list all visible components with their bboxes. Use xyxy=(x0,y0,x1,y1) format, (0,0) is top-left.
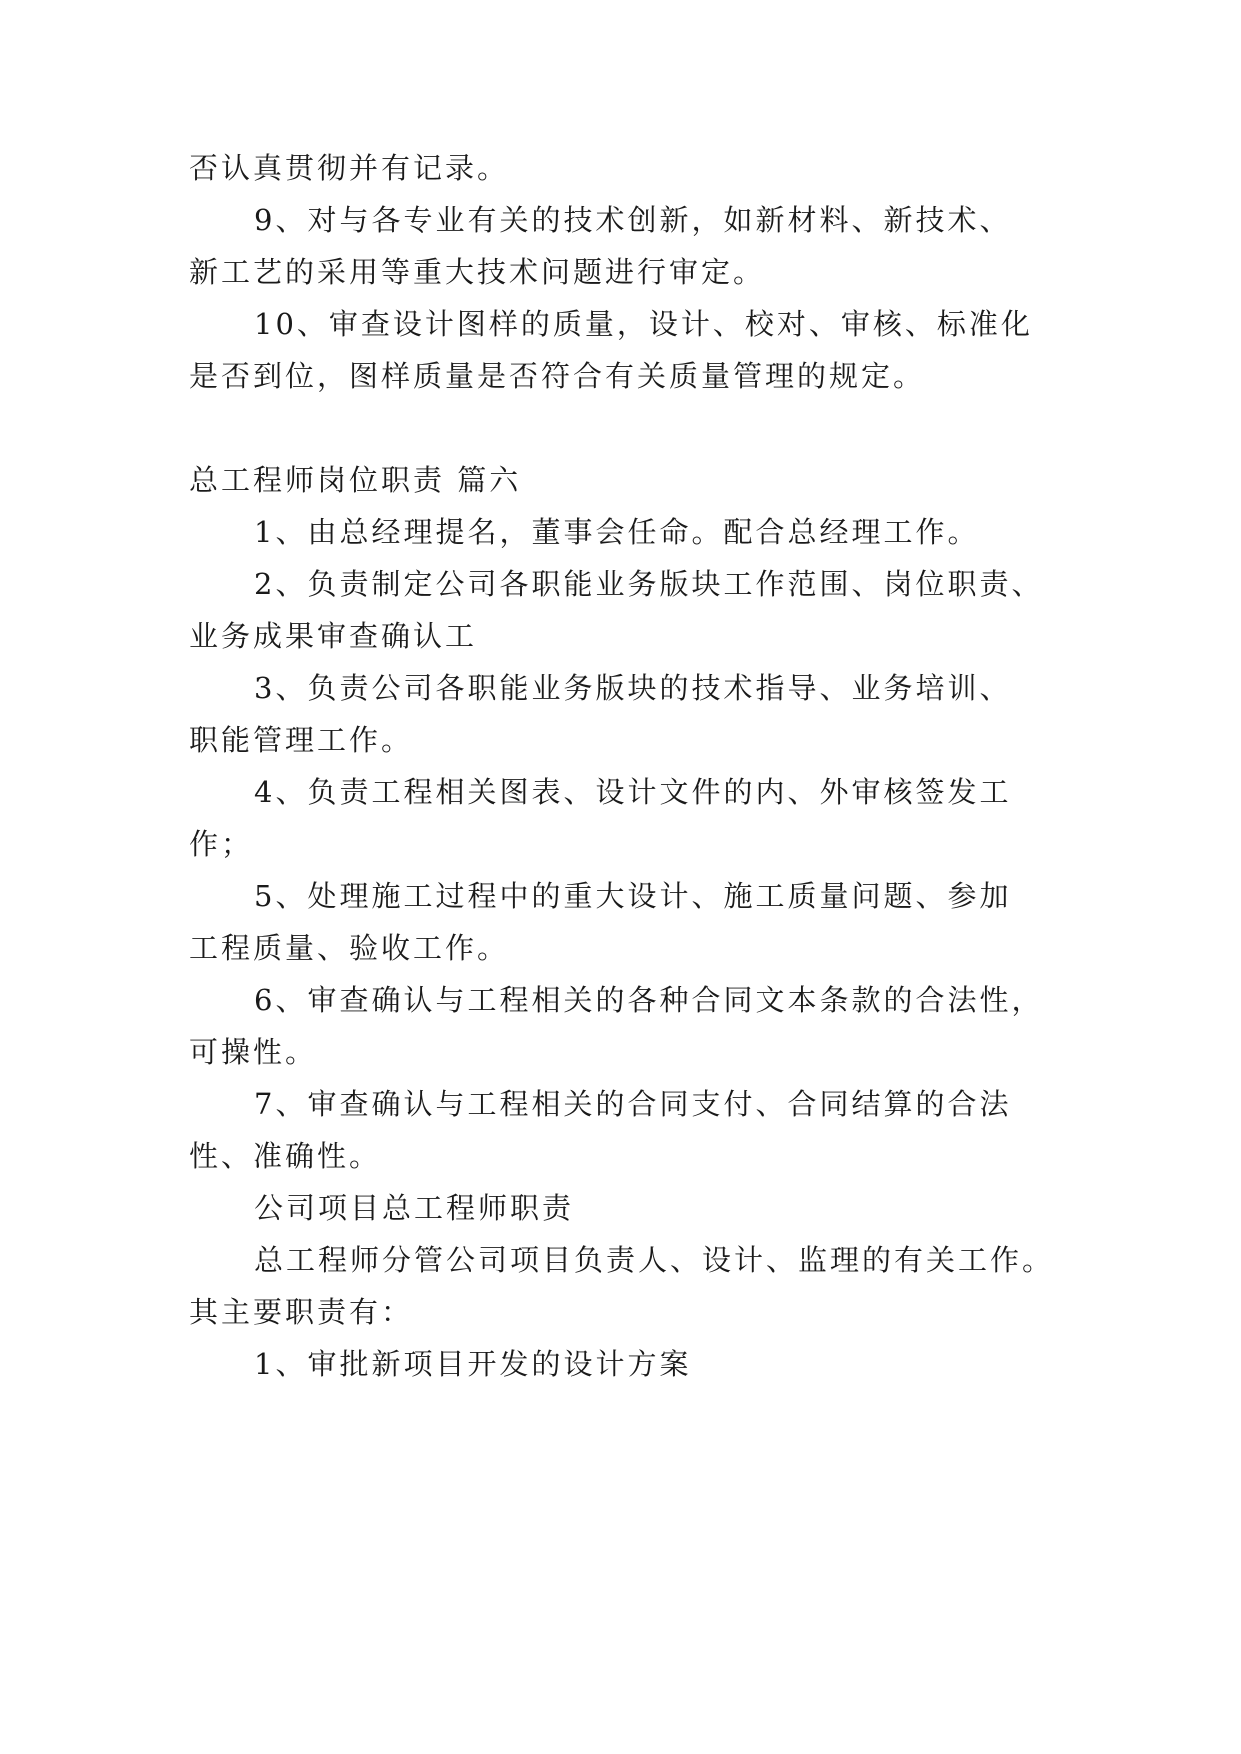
paragraph-line: 总工程师分管公司项目负责人、设计、监理的有关工作。 xyxy=(254,1243,1055,1277)
paragraph-line: 业务成果审查确认工 xyxy=(189,619,478,653)
paragraph-line: 新工艺的采用等重大技术问题进行审定。 xyxy=(189,255,766,289)
paragraph-line: 工程质量、验收工作。 xyxy=(189,931,510,965)
paragraph-line: 10、审查设计图样的质量，设计、校对、审核、标准化 xyxy=(254,307,1033,341)
paragraph-line: 是否到位，图样质量是否符合有关质量管理的规定。 xyxy=(189,359,926,393)
paragraph-line: 否认真贯彻并有记录。 xyxy=(189,151,510,185)
paragraph-line: 1、由总经理提名，董事会任命。配合总经理工作。 xyxy=(254,515,980,549)
paragraph-line: 其主要职责有： xyxy=(189,1295,414,1329)
paragraph-line: 7、审查确认与工程相关的合同支付、合同结算的合法 xyxy=(254,1087,1012,1121)
paragraph-line: 4、负责工程相关图表、设计文件的内、外审核签发工 xyxy=(254,775,1012,809)
paragraph-line: 职能管理工作。 xyxy=(189,723,414,757)
section-heading: 总工程师岗位职责 篇六 xyxy=(189,463,522,497)
paragraph-line: 性、准确性。 xyxy=(189,1139,382,1173)
paragraph-line: 5、处理施工过程中的重大设计、施工质量问题、参加 xyxy=(254,879,1012,913)
paragraph-line: 1、审批新项目开发的设计方案 xyxy=(254,1347,692,1381)
paragraph-line: 2、负责制定公司各职能业务版块工作范围、岗位职责、 xyxy=(254,567,1044,601)
paragraph-line: 3、负责公司各职能业务版块的技术指导、业务培训、 xyxy=(254,671,1012,705)
paragraph-line: 作； xyxy=(189,827,254,861)
paragraph-line: 6、审查确认与工程相关的各种合同文本条款的合法性， xyxy=(254,983,1044,1017)
subheading: 公司项目总工程师职责 xyxy=(254,1191,575,1225)
paragraph-line: 9、对与各专业有关的技术创新，如新材料、新技术、 xyxy=(254,203,1012,237)
paragraph-line: 可操性。 xyxy=(189,1035,318,1069)
